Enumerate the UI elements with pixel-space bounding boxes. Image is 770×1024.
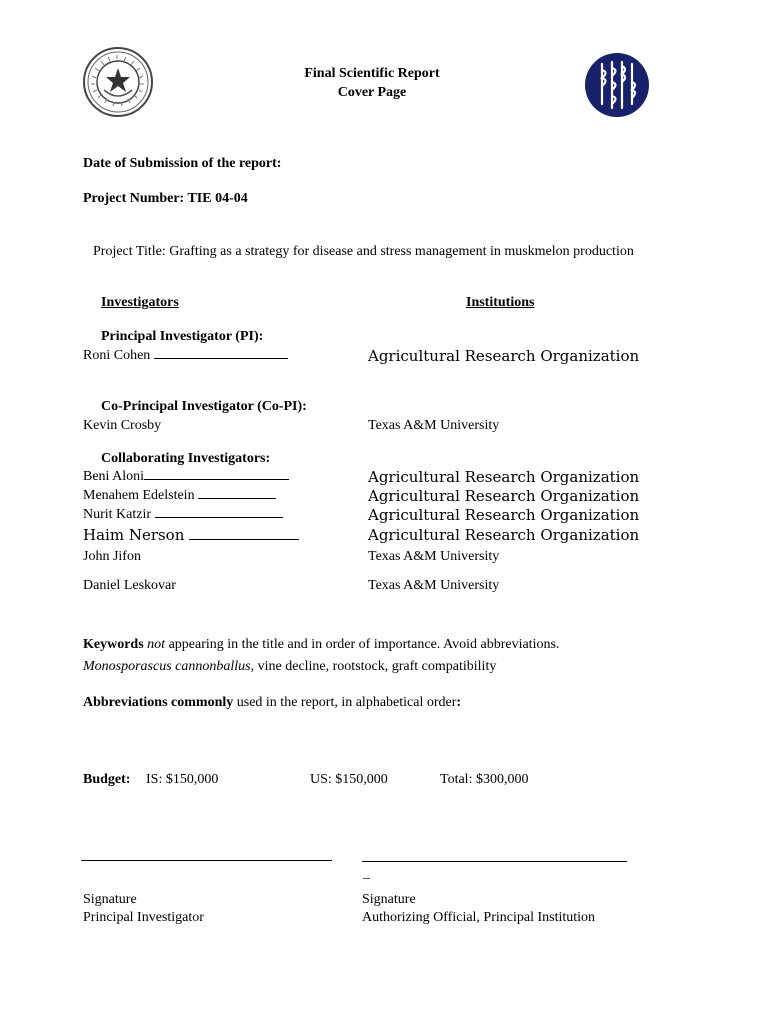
keywords-label bbox=[83, 637, 559, 653]
collaborator-institution: Texas A&M University bbox=[368, 549, 500, 564]
keywords-label-bold: Keywords bbox=[83, 637, 144, 652]
collaborator-name-jifon: John Jifon bbox=[83, 549, 141, 564]
abbreviations-label-bold: Abbreviations commonly bbox=[83, 695, 234, 710]
report-subtitle: Cover Page bbox=[337, 85, 407, 100]
budget-total: Total: $300,000 bbox=[440, 772, 529, 787]
project-title: Project Title: Grafting as a strategy for disease and stress management in muskmelon production bbox=[93, 244, 634, 259]
collaborator-name-text: Beni Aloni bbox=[83, 469, 145, 484]
pi-name-text: Roni Cohen bbox=[83, 348, 151, 363]
keywords-label-italic: not bbox=[147, 637, 166, 652]
collaborator-institution: Agricultural Research Organization bbox=[368, 468, 640, 486]
project-number: Project Number: TIE 04-04 bbox=[83, 191, 248, 206]
investigators-header: Investigators bbox=[101, 295, 179, 310]
collaborator-institution: Texas A&M University bbox=[368, 578, 500, 593]
collaborator-name-text: Haim Nerson bbox=[83, 526, 185, 544]
submission-date-label: Date of Submission of the report: bbox=[83, 156, 282, 171]
pi-heading: Principal Investigator (PI): bbox=[101, 329, 264, 344]
collaborator-name-edelstein bbox=[83, 488, 276, 504]
budget-us: US: $150,000 bbox=[310, 772, 388, 787]
budget-is: IS: $150,000 bbox=[146, 772, 219, 787]
report-title: Final Scientific Report bbox=[304, 66, 440, 81]
collaborator-institution: Agricultural Research Organization bbox=[368, 526, 640, 544]
collaborator-name-aloni bbox=[83, 469, 289, 485]
collaborator-line bbox=[144, 469, 289, 480]
collaborator-line bbox=[155, 507, 283, 518]
collaborator-name-nerson bbox=[83, 526, 299, 544]
right-signature-line bbox=[362, 861, 627, 862]
collaborator-institution: Agricultural Research Organization bbox=[368, 506, 640, 524]
collaborator-name-leskovar: Daniel Leskovar bbox=[83, 578, 176, 593]
copi-name: Kevin Crosby bbox=[83, 418, 162, 433]
right-signature-label: Signature bbox=[362, 892, 416, 907]
abbreviations-label-rest: used in the report, in alphabetical order bbox=[236, 695, 457, 710]
copi-heading: Co-Principal Investigator (Co-PI): bbox=[101, 399, 307, 414]
institutions-header: Institutions bbox=[466, 295, 535, 310]
collaborator-name-text: Nurit Katzir bbox=[83, 507, 152, 522]
left-signature-line bbox=[81, 860, 332, 861]
organization-logo bbox=[584, 52, 650, 118]
collaborator-line bbox=[198, 488, 276, 499]
collaborators-heading: Collaborating Investigators: bbox=[101, 451, 271, 466]
copi-institution: Texas A&M University bbox=[368, 418, 500, 433]
left-signature-label: Signature bbox=[83, 892, 137, 907]
right-signature-role: Authorizing Official, Principal Institution bbox=[362, 910, 596, 925]
abbreviations-colon: : bbox=[456, 695, 462, 710]
right-signature-mark: _ bbox=[363, 866, 370, 881]
collaborator-institution: Agricultural Research Organization bbox=[368, 487, 640, 505]
budget-label: Budget: bbox=[83, 772, 131, 787]
collaborator-name-text: Menahem Edelstein bbox=[83, 488, 195, 503]
state-seal-logo bbox=[82, 46, 154, 118]
keywords-rest: , vine decline, rootstock, graft compatibility bbox=[250, 659, 497, 674]
keywords-label-rest: appearing in the title and in order of importance. Avoid abbreviations. bbox=[168, 637, 560, 652]
keywords-species: Monosporascus cannonballus bbox=[83, 659, 251, 674]
collaborator-line bbox=[189, 529, 299, 540]
pi-signature-line bbox=[154, 348, 288, 359]
collaborator-name-katzir bbox=[83, 507, 283, 523]
abbreviations-label bbox=[83, 695, 461, 711]
left-signature-role: Principal Investigator bbox=[83, 910, 204, 925]
keywords-value bbox=[83, 659, 496, 675]
pi-institution: Agricultural Research Organization bbox=[368, 347, 640, 365]
pi-name bbox=[83, 348, 288, 364]
